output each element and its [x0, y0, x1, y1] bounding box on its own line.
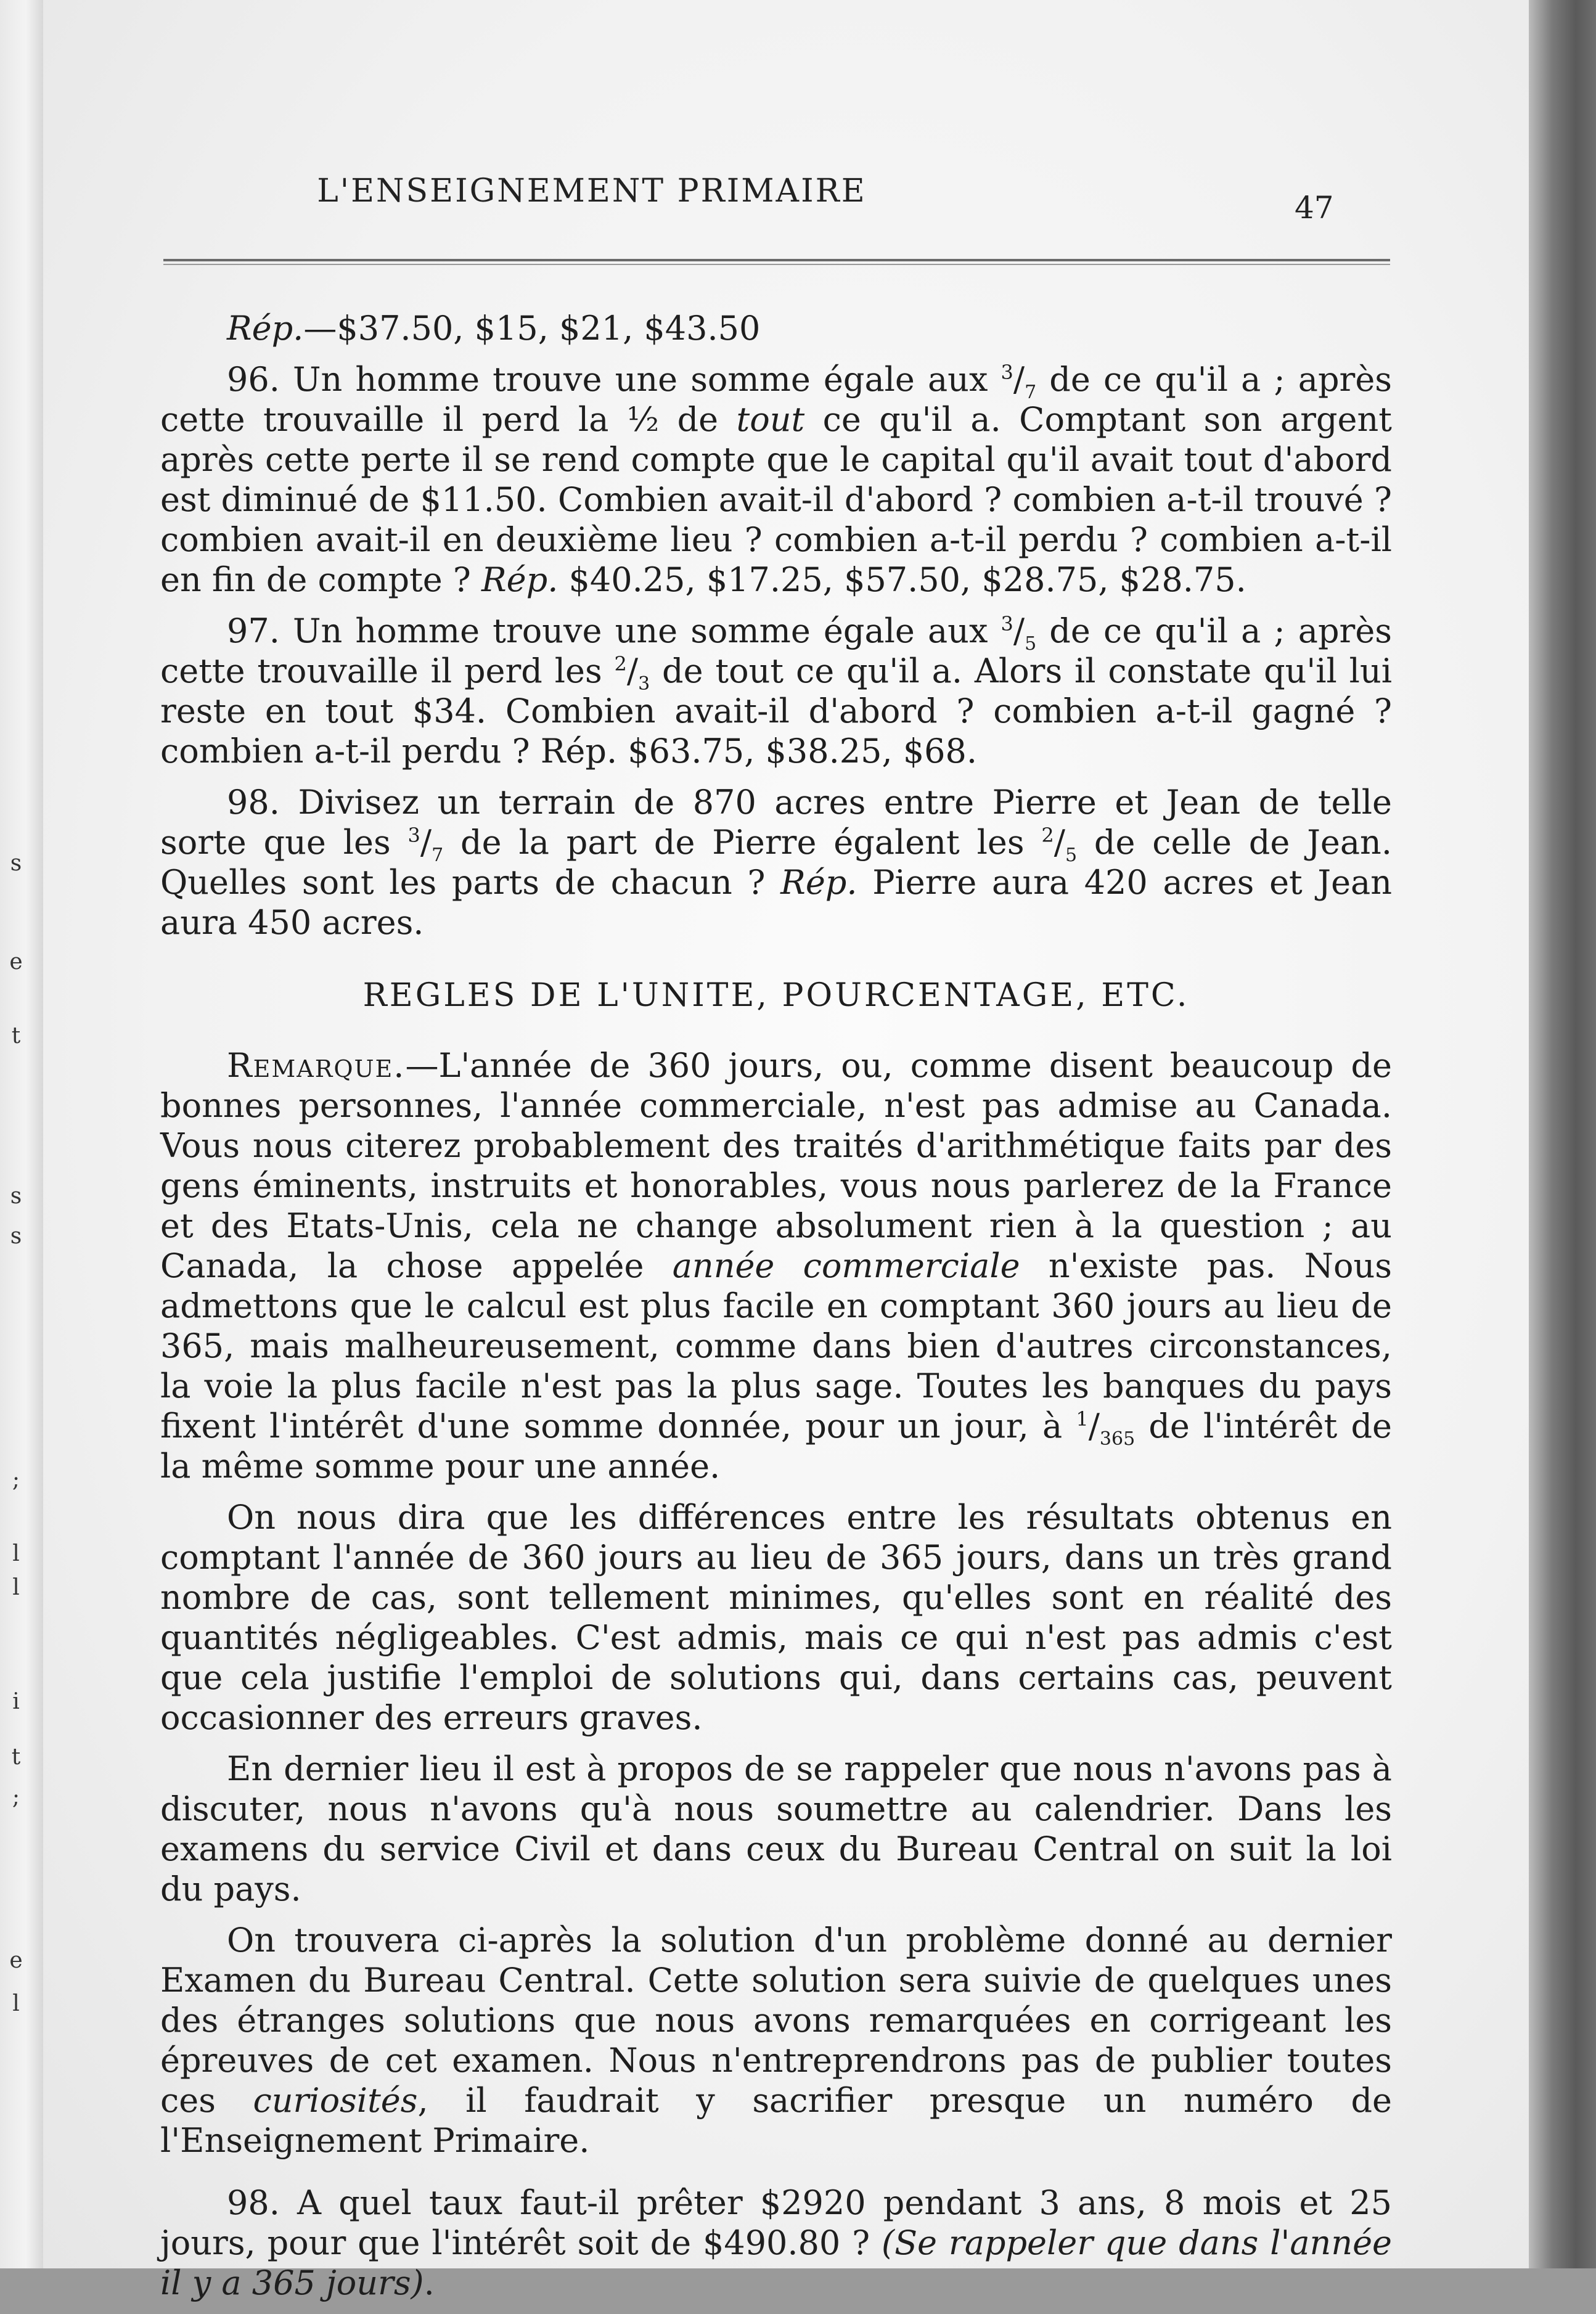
margin-mark: s [10, 1184, 22, 1209]
book-page [43, 0, 1529, 2302]
margin-mark: i [12, 1689, 20, 1714]
right-binding-edge [1529, 0, 1596, 2268]
left-edge-marks [0, 0, 37, 2268]
problem-98-terrain: 98. Divisez un terrain de 870 acres entre Pierre et Jean de telle sorte que les $^3/_7$ de la part de Pierre égalent les $^2/_5$ de celle de Jean. Quelles sont les parts de chacun ? Rép. Pierre aura 420 acres et Jean aura 450 acres. [160, 783, 1392, 942]
header-rule [163, 259, 1390, 265]
margin-mark: t [11, 1744, 21, 1770]
section-heading: REGLES DE L'UNITE, POURCENTAGE, ETC. [362, 977, 1190, 1014]
margin-mark: ; [12, 1467, 20, 1492]
answer-95: Rép.—$37.50, $15, $21, $43.50 [227, 309, 761, 348]
margin-mark: t [11, 1023, 21, 1049]
margin-mark: e [9, 949, 23, 975]
margin-mark: l [12, 1991, 20, 2016]
page-header [43, 173, 1529, 234]
problem-97: 97. Un homme trouve une somme égale aux $^3/_5$ de ce qu'il a ; après cette trouvaille il perd les $^2/_3$ de tout ce qu'il a. Alors il constate qu'il lui reste en tout $34. Combien avait-il d'abord ? combien a-t-il gagné ? combien a-t-il perdu ? Rép. $63.75, $38.25, $68. [160, 611, 1392, 771]
solution-paragraph: On trouvera ci-après la solution d'un problème donné au dernier Examen du Bureau Central. Cette solution sera suivie de quelques unes des étranges solutions que nous avons remarquées en corrigeant les épreuves de cet examen. Nous n'entreprendrons pas de publier toutes ces curiosités, il faudrait y sacrifier presque un numéro de l'Enseignement Primaire. [160, 1921, 1393, 2160]
running-title: L'ENSEIGNEMENT PRIMAIRE [317, 173, 867, 210]
remarque-paragraph: Remarque.—L'année de 360 jours, ou, comme disent beaucoup de bonnes personnes, l'année commerciale, n'est pas admise au Canada. Vous nous citerez probablement des traités d'arithmétique faits par des gens éminents, instruits et honorables, vous nous parlerez de la France et des Etats-Unis, cela ne change absolument rien à la question ; au Canada, la chose appelée année commerciale n'existe pas. Nous admettons que le calcul est plus facile en comptant 360 jours au lieu de 365, mais malheureusement, comme dans bien d'autres circonstances, la voie la plus facile n'est pas la plus sage. Toutes les banques du pays fixent l'intérêt d'une somme donnée, pour un jour, à $^1/_{365}$ de l'intérêt de la même somme pour une année. [160, 1046, 1392, 1486]
margin-mark: l [12, 1575, 20, 1600]
problem-98-taux: 98. A quel taux faut-il prêter $2920 pendant 3 ans, 8 mois et 25 jours, pour que l'intérêt soit de $490.80 ? (Se rappeler que dans l'année il y a 365 jours). [160, 2183, 1393, 2302]
margin-mark: ; [12, 1785, 20, 1810]
margin-mark: s [10, 851, 22, 876]
margin-mark: e [9, 1948, 23, 1973]
body-text [160, 308, 1392, 2314]
calendrier-paragraph: En dernier lieu il est à propos de se rappeler que nous n'avons pas à discuter, nous n'avons qu'à nous soumettre au calendrier. Dans les examens du service Civil et dans ceux du Bureau Central on suit la loi du pays. [160, 1749, 1392, 1908]
problem-96: 96. Un homme trouve une somme égale aux $^3/_7$ de ce qu'il a ; après cette trouvaille il perd la ½ de tout ce qu'il a. Comptant son argent après cette perte il se rend compte que le capital qu'il avait tout d'abord est diminué de $11.50. Combien avait-il d'abord ? combien a-t-il trouvé ? combien avait-il en deuxième lieu ? combien a-t-il perdu ? combien a-t-il en fin de compte ? Rép. $40.25, $17.25, $57.50, $28.75, $28.75. [160, 360, 1392, 599]
differences-paragraph: On nous dira que les différences entre les résultats obtenus en comptant l'année de 360 jours au lieu de 365 jours, dans un très grand nombre de cas, sont tellement minimes, qu'elles sont en réalité des quantités négligeables. C'est admis, mais ce qui n'est pas admis c'est que cela justifie l'emploi de solutions qui, dans certains cas, peuvent occasionner des erreurs graves. [160, 1498, 1392, 1737]
margin-mark: l [12, 1541, 20, 1566]
page-number: 47 [1295, 190, 1334, 226]
margin-mark: s [10, 1224, 22, 1249]
